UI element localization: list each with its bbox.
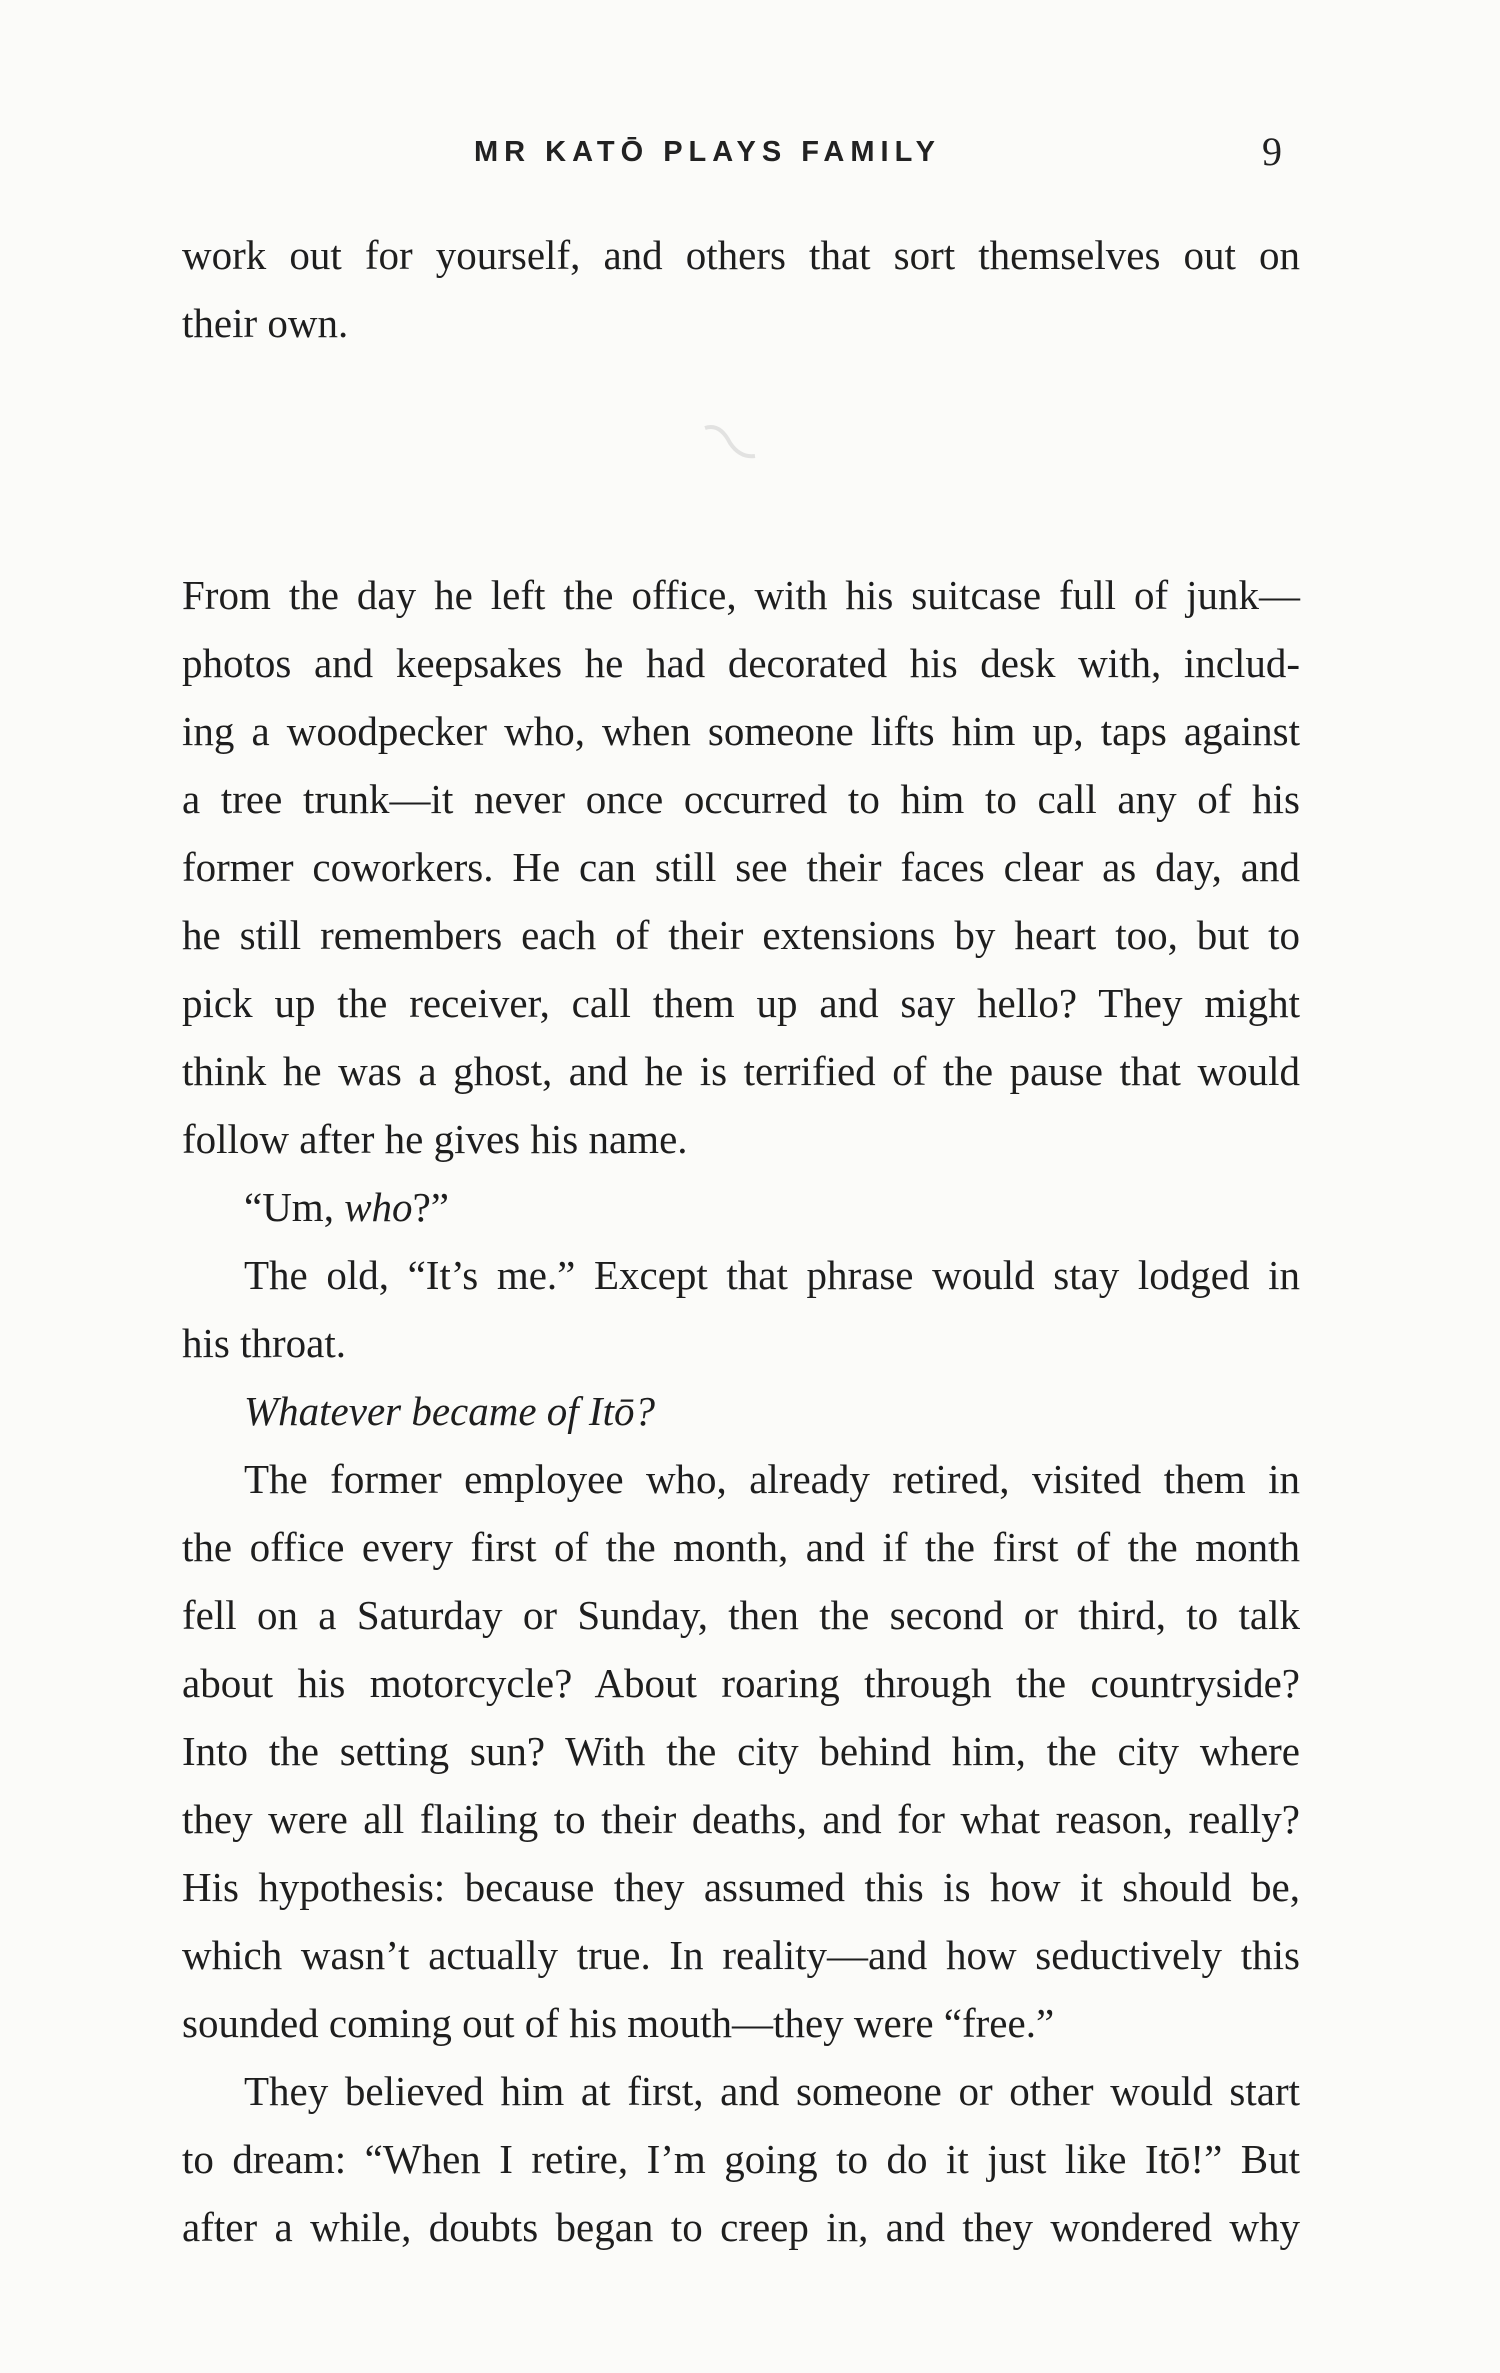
text-line: work out for yourself, and others that sort themselves out on [182, 232, 1300, 278]
text-line: which wasn’t actually true. In reality—and how seductively this [182, 1932, 1300, 1978]
italic-thought: Whatever became of Itō? [244, 1388, 655, 1434]
text-line: their own. [182, 300, 349, 346]
text-line: to dream: “When I retire, I’m going to do it just like Itō!” But [182, 2136, 1300, 2182]
section-break [182, 357, 1300, 561]
text-line: follow after he gives his name. [182, 1116, 688, 1162]
running-head [0, 128, 1500, 188]
text-line: ing a woodpecker who, when someone lifts him up, taps against [182, 708, 1300, 754]
text-line: pick up the receiver, call them up and say hello? They might [182, 980, 1300, 1026]
running-title: MR KATŌ PLAYS FAMILY [474, 136, 941, 168]
text-line: after a while, doubts began to creep in, and they wondered why [182, 2204, 1300, 2250]
text-line: photos and keepsakes he had decorated his desk with, includ- [182, 640, 1300, 686]
text-line: The old, “It’s me.” Except that phrase would stay lodged in [244, 1252, 1300, 1298]
text-line: think he was a ghost, and he is terrified of the pause that would [182, 1048, 1300, 1094]
dialogue-open: “Um, [244, 1184, 345, 1230]
text-line: they were all flailing to their deaths, and for what reason, really? [182, 1796, 1300, 1842]
text-line: The former employee who, already retired, visited them in [244, 1456, 1300, 1502]
text-line: His hypothesis: because they assumed this is how it should be, [182, 1864, 1300, 1910]
text-line: From the day he left the office, with his suitcase full of junk— [182, 572, 1300, 618]
text-line: his throat. [182, 1320, 346, 1366]
text-line: former coworkers. He can still see their faces clear as day, and [182, 844, 1300, 890]
text-line: he still remembers each of their extensions by heart too, but to [182, 912, 1300, 958]
text-line: Into the setting sun? With the city behind him, the city where [182, 1728, 1300, 1774]
text-line: fell on a Saturday or Sunday, then the second or third, to talk [182, 1592, 1300, 1638]
text-line: They believed him at first, and someone or other would start [244, 2068, 1300, 2114]
dialogue-close: ?” [412, 1184, 449, 1230]
text-line: about his motorcycle? About roaring through the countryside? [182, 1660, 1300, 1706]
dialogue-emphasis: who [344, 1184, 413, 1230]
text-line: a tree trunk—it never once occurred to him to call any of his [182, 776, 1300, 822]
body-text [182, 221, 1300, 2261]
italic-line [182, 1377, 1300, 1445]
text-line: sounded coming out of his mouth—they were “free.” [182, 2000, 1055, 2046]
page-number: 9 [1262, 129, 1282, 174]
text-line: the office every first of the month, and if the first of the month [182, 1524, 1300, 1570]
dialogue-line [182, 1173, 1300, 1241]
